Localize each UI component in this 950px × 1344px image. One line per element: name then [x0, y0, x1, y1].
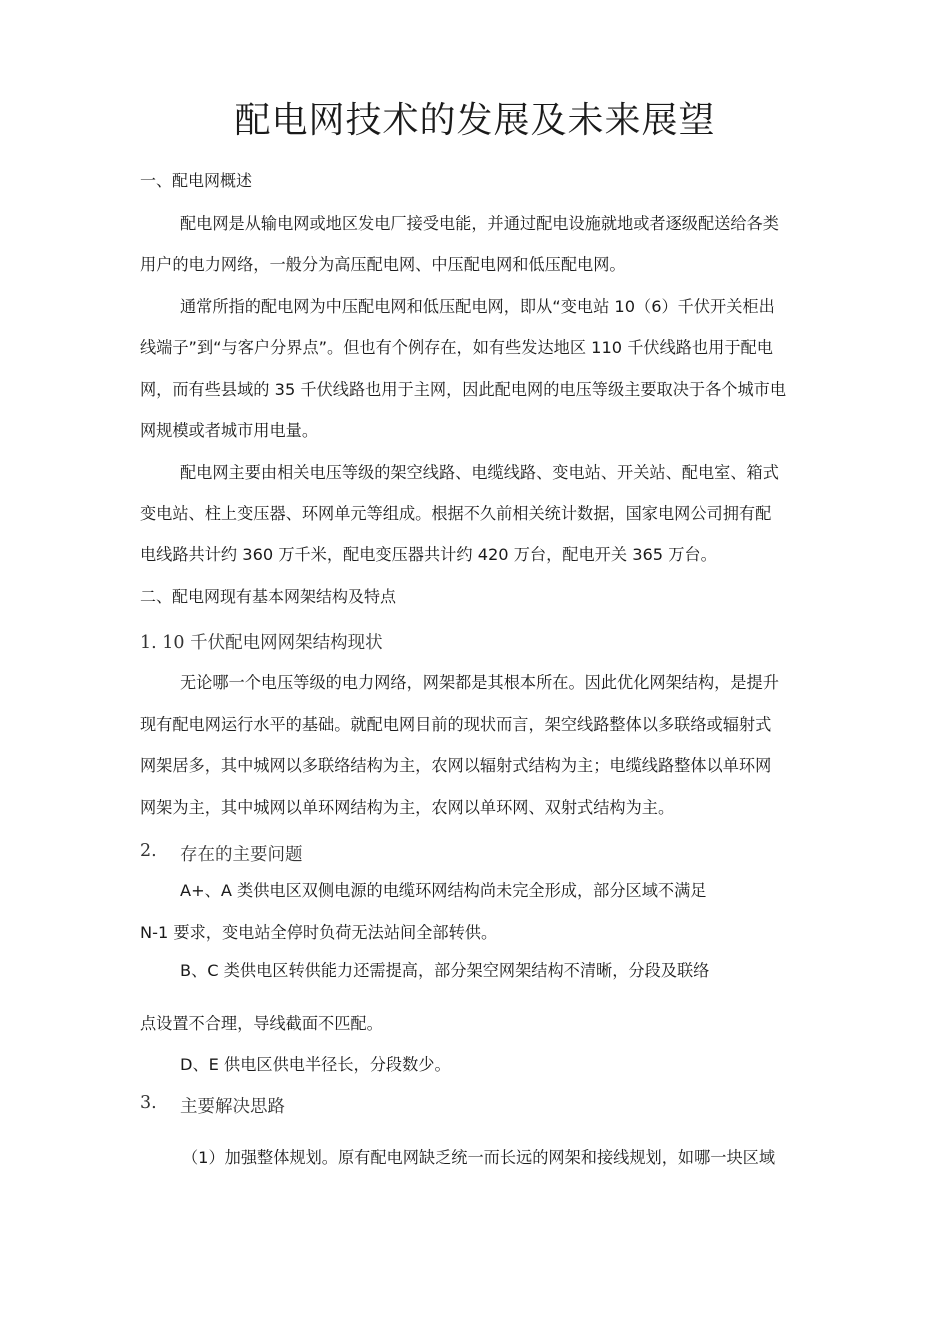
- paragraph-line: 线端子”到“与客户分界点”。但也有个例存在，如有些发达地区 110 千伏线路也用于配电: [140, 338, 773, 357]
- paragraph-line: N-1 要求，变电站全停时负荷无法站间全部转供。: [140, 923, 498, 942]
- paragraph-line: B、C 类供电区转供能力还需提高，部分架空网架结构不清晰，分段及联络: [180, 961, 710, 980]
- paragraph-line: 配电网主要由相关电压等级的架空线路、电缆线路、变电站、开关站、配电室、箱式: [180, 463, 779, 482]
- paragraph-line: 用户的电力网络，一般分为高压配电网、中压配电网和低压配电网。: [140, 255, 626, 274]
- section-heading-structure: 二、配电网现有基本网架结构及特点: [140, 587, 397, 606]
- paragraph-line: 网，而有些县域的 35 千伏线路也用于主网，因此配电网的电压等级主要取决于各个城市电: [140, 380, 787, 399]
- paragraph-line: 现有配电网运行水平的基础。就配电网目前的现状而言，架空线路整体以多联络或辐射式: [140, 715, 772, 734]
- paragraph-line: 网架居多，其中城网以多联络结构为主，农网以辐射式结构为主；电缆线路整体以单环网: [140, 756, 772, 775]
- subsection-heading: 1. 10 千伏配电网网架结构现状: [140, 633, 383, 653]
- paragraph-line: 通常所指的配电网为中压配电网和低压配电网，即从“变电站 10（6）千伏开关柜出: [180, 297, 775, 316]
- page-title: 配电网技术的发展及未来展望: [234, 100, 716, 141]
- subsection-number: 2.: [140, 841, 157, 861]
- section-heading-overview: 一、配电网概述: [140, 171, 253, 190]
- subsection-number: 3.: [140, 1093, 157, 1113]
- paragraph-line: D、E 供电区供电半径长，分段数少。: [180, 1055, 451, 1074]
- paragraph-line: （1）加强整体规划。原有配电网缺乏统一而长远的网架和接线规划，如哪一块区域: [182, 1148, 776, 1167]
- subsection-heading: 主要解决思路: [180, 1097, 285, 1117]
- subsection-heading: 存在的主要问题: [180, 845, 303, 865]
- paragraph-line: 电线路共计约 360 万千米，配电变压器共计约 420 万台，配电开关 365 万台。: [140, 545, 717, 564]
- paragraph-line: 网架为主，其中城网以单环网结构为主，农网以单环网、双射式结构为主。: [140, 798, 675, 817]
- paragraph-line: 点设置不合理，导线截面不匹配。: [140, 1014, 383, 1033]
- paragraph-line: A+、A 类供电区双侧电源的电缆环网结构尚未完全形成，部分区域不满足: [180, 881, 707, 900]
- paragraph-line: 无论哪一个电压等级的电力网络，网架都是其根本所在。因此优化网架结构，是提升: [180, 673, 779, 692]
- paragraph-line: 配电网是从输电网或地区发电厂接受电能，并通过配电设施就地或者逐级配送给各类: [180, 214, 779, 233]
- paragraph-line: 网规模或者城市用电量。: [140, 421, 319, 440]
- paragraph-line: 变电站、柱上变压器、环网单元等组成。根据不久前相关统计数据，国家电网公司拥有配: [140, 504, 772, 523]
